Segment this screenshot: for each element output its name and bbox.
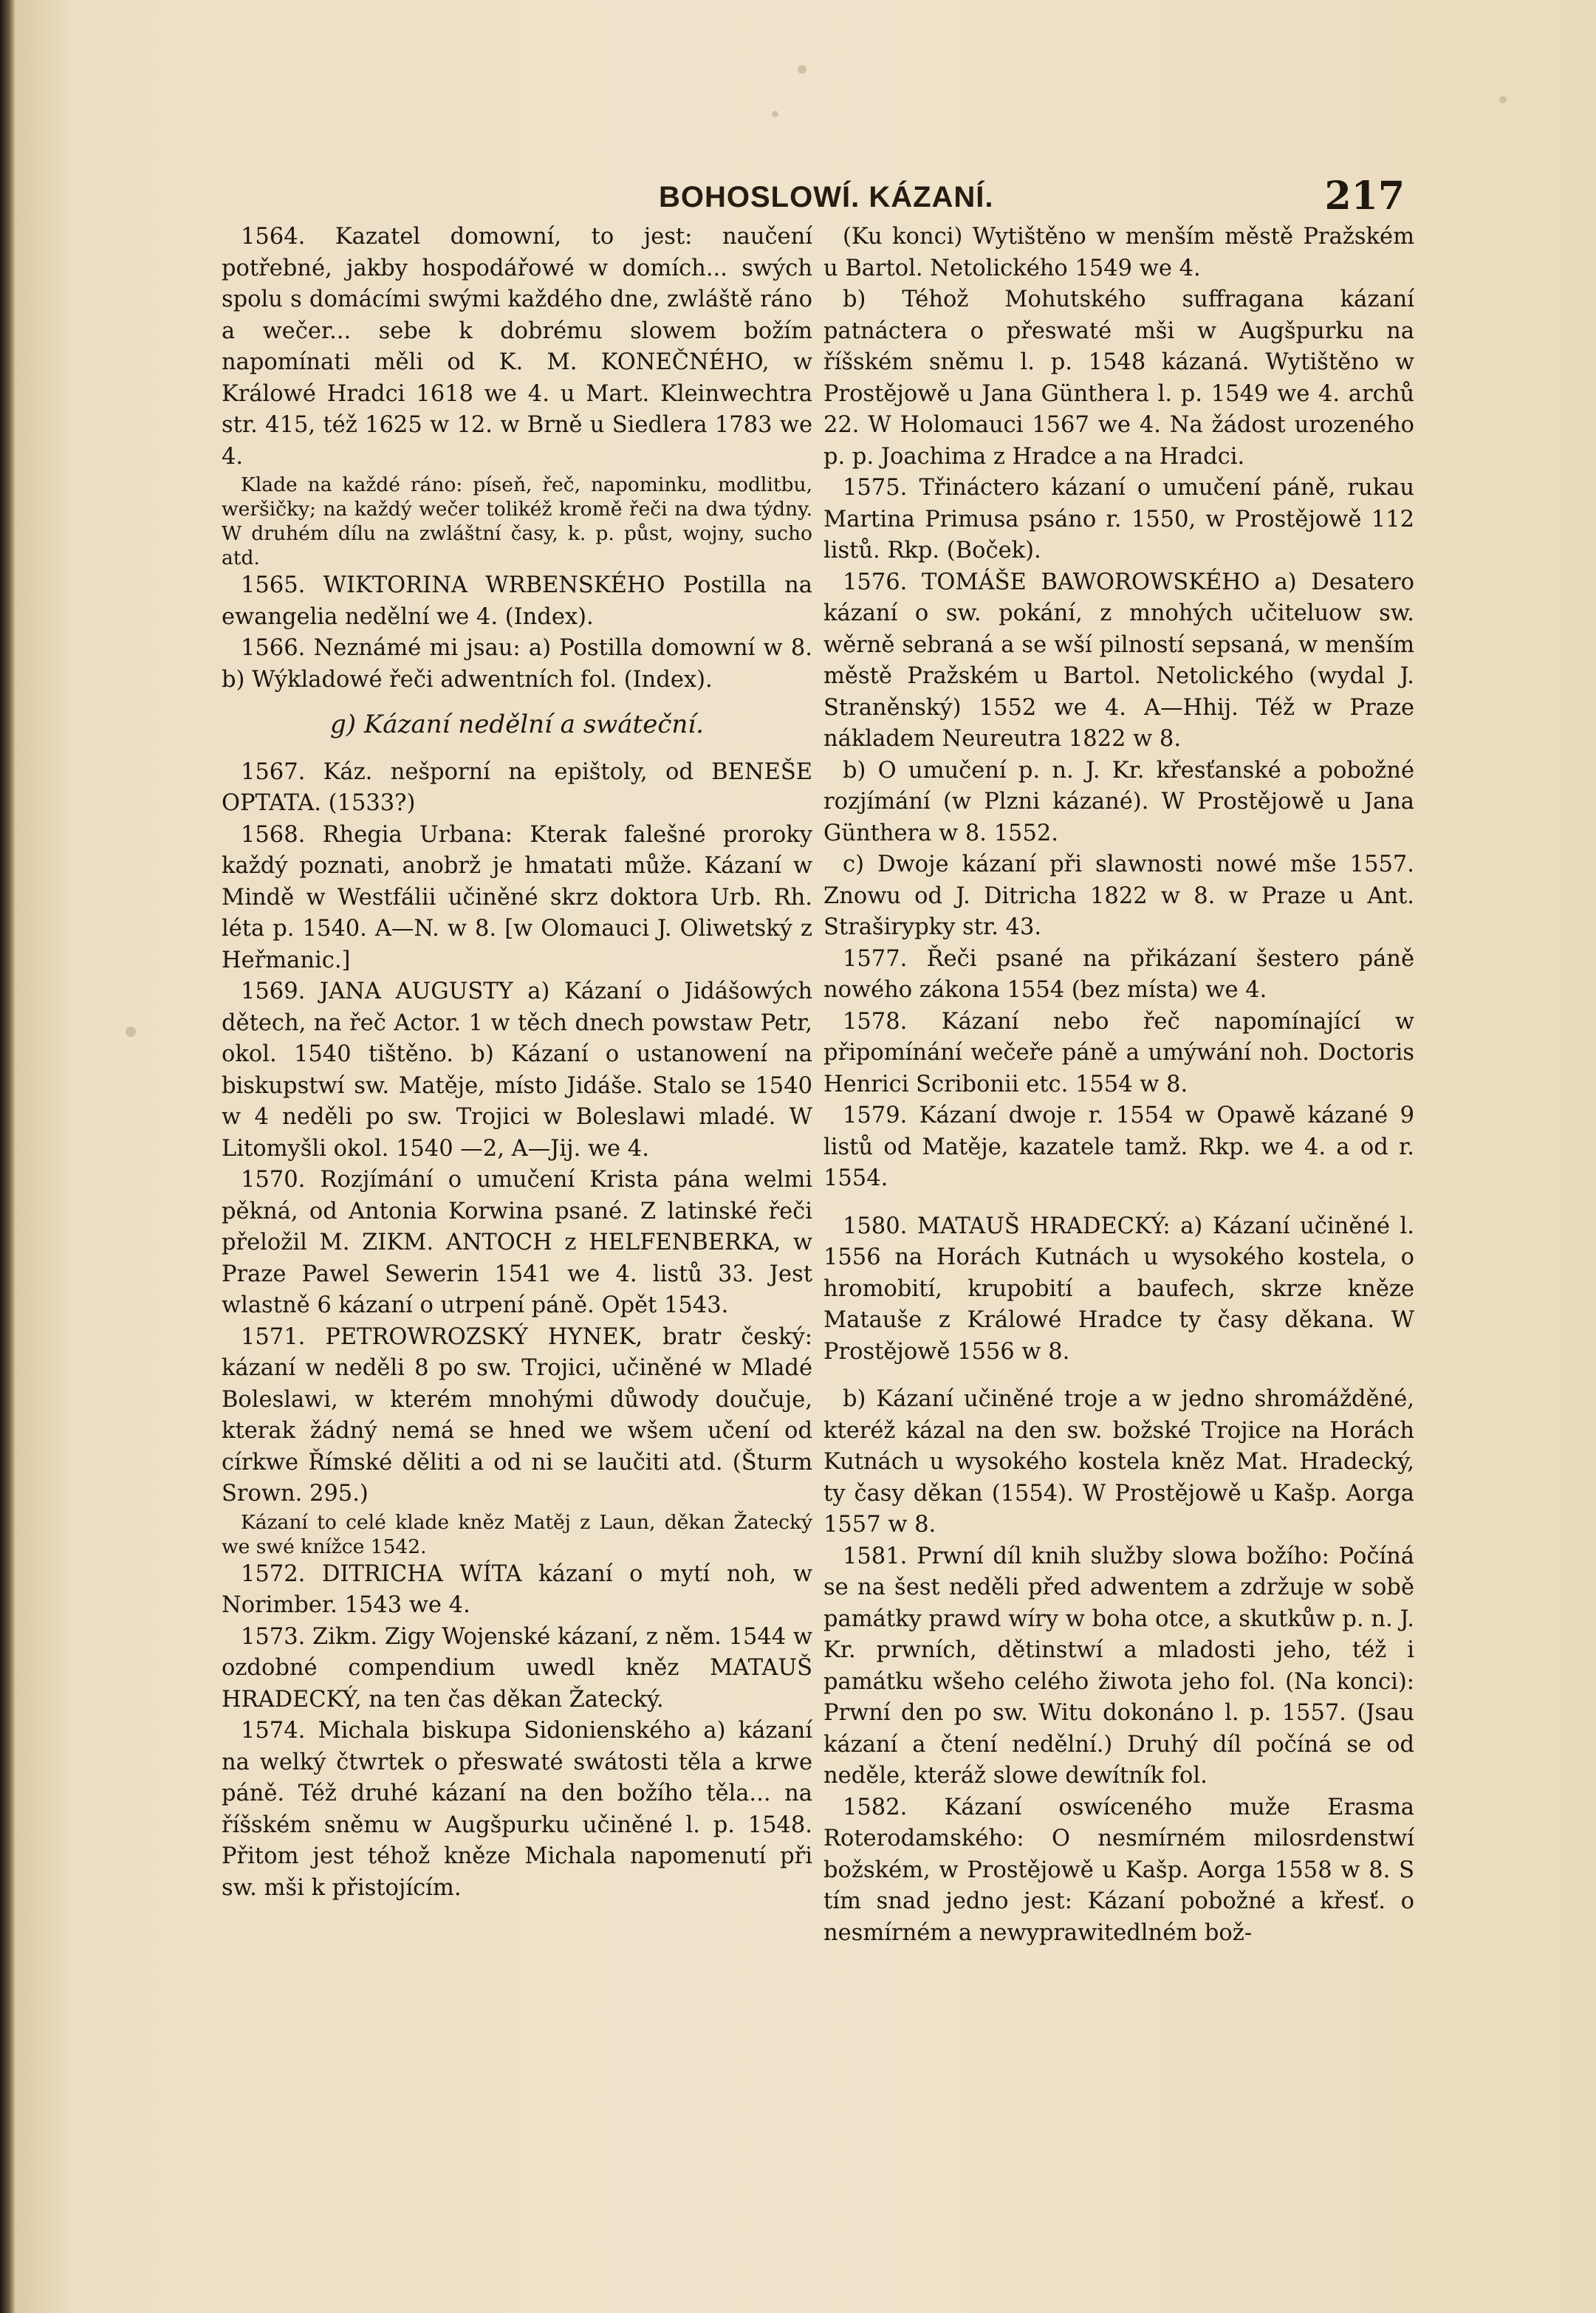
entry-1576-b: b) O umučení p. n. J. Kr. křesťanské a pobožné rozjímání (w Plzni kázané). W Prostějowě u Jana Günthera w 8. 1552. — [823, 757, 1414, 846]
paper-spot — [126, 1027, 136, 1037]
entry-1570: 1570. Rozjímání o umučení Krista pána welmi pěkná, od Antonia Korwina psané. Z latinské řeči přeložil M. ZIKM. ANTOCH z HELFENBERKA, w Praze Pawel Sewerin 1541 we 4. listů 33. Jest wlastně 6 kázaní o utrpení páně. Opět 1543. — [222, 1167, 812, 1318]
book-binding-edge — [0, 0, 15, 2313]
page-header — [157, 174, 1405, 225]
paper-spot — [772, 111, 778, 117]
page-number: 217 — [1324, 174, 1405, 219]
entry-1579: 1579. Kázaní dwoje r. 1554 w Opawě kázané 9 listů od Matěje, kazatele tamž. Rkp. we 4. a od r. 1554. — [823, 1103, 1414, 1191]
entry-1571-note: Kázaní to celé klade kněz Matěj z Laun, děkan Žatecký we swé knížce 1542. — [222, 1510, 812, 1558]
entry-1568: 1568. Rhegia Urbana: Kterak falešné proroky každý poznati, anobrž je hmatati může. Kázaní w Mindě w Westfálii učiněné skrz doktora Urb. Rh. léta p. 1540. A—N. w 8. [w Olomauci J. Oliwetský z Heřmanic.] — [222, 821, 812, 973]
entry-1564-note: Klade na každé ráno: píseň, řeč, napominku, modlitbu, weršičky; na každý wečer tolikéž kromě řeči na dwa týdny. W druhém dílu na zwláštní časy, k. p. půst, wojny, sucho atd. — [222, 473, 812, 569]
paper-spot — [1499, 96, 1507, 103]
paper-spot — [798, 65, 806, 74]
entry-1577: 1577. Řeči psané na přikázaní šestero páně nowého zákona 1554 (bez místa) we 4. — [823, 945, 1414, 1003]
right-column — [823, 222, 1414, 2193]
entry-1571: 1571. PETROWROZSKÝ HYNEK, bratr český: kázaní w neděli 8 po sw. Trojici, učiněné w Mladé Boleslawi, w kterém mnohými důwody doučuje, kterak žádný nemá se hned we wšem učení od církwe Římské děliti a od ni se laučiti atd. (Šturm Srown. 295.) — [222, 1323, 812, 1507]
entry-1567: 1567. Káz. nešporní na epištoly, od BENEŠE OPTATA. (1533?) — [222, 758, 812, 816]
entry-1566: 1566. Neznámé mi jsau: a) Postilla domowní w 8. b) Wýkladowé řeči adwentních fol. (Index). — [222, 635, 812, 693]
entry-1574-b: b) Téhož Mohutského suffragana kázaní patnáctera o přeswaté mši w Augšpurku na říšském sněmu l. p. 1548 kázaná. Wytištěno w Prostějowě u Jana Günthera l. p. 1549 we 4. archů 22. W Holomauci 1567 we 4. Na žádost urozeného p. p. Joachima z Hradce a na Hradci. — [823, 287, 1414, 470]
entry-1574: 1574. Michala biskupa Sidonienského a) kázaní na welký čtwrtek o přeswaté swátosti těla a krwe páně. Též druhé kázaní na den božího těla... na říšském sněmu w Augšpurku učiněné l. p. 1548. Přitom jest téhož kněze Michala napomenutí při sw. mši k přistojícím. — [222, 1718, 812, 1901]
entry-1572: 1572. DITRICHA WÍTA kázaní o mytí noh, w Norimber. 1543 we 4. — [222, 1560, 812, 1618]
entry-1581: 1581. Prwní díl knih služby slowa božího: Počíná se na šest neděli před adwentem a zdržuje w sobě památky prawd wíry w boha otce, a skutkůw p. n. J. Kr. prwních, dětinstwí a mladosti jeho, též i památku wšeho celého žiwota jeho fol. (Na konci): Prwní den po sw. Witu dokonáno l. p. 1557. (Jsau kázaní a čtení nedělní.) Druhý díl počíná se od neděle, kteráž slowe dewítník fol. — [823, 1543, 1414, 1789]
entry-1580: 1580. MATAUŠ HRADECKÝ: a) Kázaní učiněné l. 1556 na Horách Kutnách u wysokého kostela, o hromobití, krupobití a baufech, skrze kněze Matauše z Králowé Hradce ty časy děkana. W Prostějowě 1556 w 8. — [823, 1213, 1414, 1365]
entry-1582: 1582. Kázaní oswíceného muže Erasma Roterodamského: O nesmírném milosrdenstwí božském, w Prostějowě u Kašp. Aorga 1558 w 8. S tím snad jedno jest: Kázaní pobožné a křesť. o nesmírném a newyprawitedlném bož- — [823, 1794, 1414, 1946]
entry-1576-c: c) Dwoje kázaní při slawnosti nowé mše 1557. Znowu od J. Ditricha 1822 w 8. w Praze u Ant. Straširypky str. 43. — [823, 851, 1414, 940]
left-column — [222, 222, 812, 2193]
entry-1574-continued: (Ku konci) Wytištěno w menším městě Pražském u Bartol. Netolického 1549 we 4. — [823, 224, 1414, 281]
entry-1578: 1578. Kázaní nebo řeč napomínající w připomínání wečeře páně a umýwání noh. Doctoris Henrici Scribonii etc. 1554 w 8. — [823, 1008, 1414, 1097]
entry-1565: 1565. WIKTORINA WRBENSKÉHO Postilla na ewangelia nedělní we 4. (Index). — [222, 572, 812, 630]
entry-1564: 1564. Kazatel domowní, to jest: naučení potřebné, jakby hospodářowé w domích... swých spolu s domácími swými každého dne, zwláště ráno a wečer... sebe k dobrému slowem božím napomínati měli od K. M. KONEČNÉHO, w Králowé Hradci 1618 we 4. u Mart. Kleinwechtra str. 415, též 1625 w 12. w Brně u Siedlera 1783 we 4. — [222, 224, 812, 470]
entry-1576: 1576. TOMÁŠE BAWOROWSKÉHO a) Desatero kázaní o sw. pokání, z mnohých učiteluow sw. wěrně sebraná a se wší pilností sepsaná, w menším městě Pražském u Bartol. Netolického (wydal J. Straněnský) 1552 we 4. A—Hhij. Též w Praze nákladem Neureutra 1822 w 8. — [823, 569, 1414, 752]
section-heading: g) Kázaní nedělní a swáteční. — [330, 710, 704, 739]
entry-1573: 1573. Zikm. Zigy Wojenské kázaní, z něm. 1544 w ozdobné compendium uwedl kněz MATAUŠ HRADECKÝ, na ten čas děkan Žatecký. — [222, 1623, 812, 1713]
running-head: BOHOSLOWÍ. KÁZANÍ. — [659, 181, 994, 213]
entry-1580-b: b) Kázaní učiněné troje a w jedno shromážděné, kteréž kázal na den sw. božské Trojice na Horách Kutnách u wysokého kostela kněz Mat. Hradecký, ty časy děkan (1554). W Prostějowě u Kašp. Aorga 1557 w 8. — [823, 1386, 1414, 1538]
entry-1569: 1569. JANA AUGUSTY a) Kázaní o Jidášowých dětech, na řeč Actor. 1 w těch dnech powstaw Petr, okol. 1540 tištěno. b) Kázaní o ustanowení na biskupstwí sw. Matěje, místo Jidáše. Stalo se 1540 w 4 neděli po sw. Trojici w Boleslawi mladé. W Litomyšli okol. 1540 —2, A—Jij. we 4. — [222, 979, 812, 1162]
entry-1575: 1575. Třináctero kázaní o umučení páně, rukau Martina Primusa psáno r. 1550, w Prostějowě 112 listů. Rkp. (Boček). — [823, 475, 1414, 563]
